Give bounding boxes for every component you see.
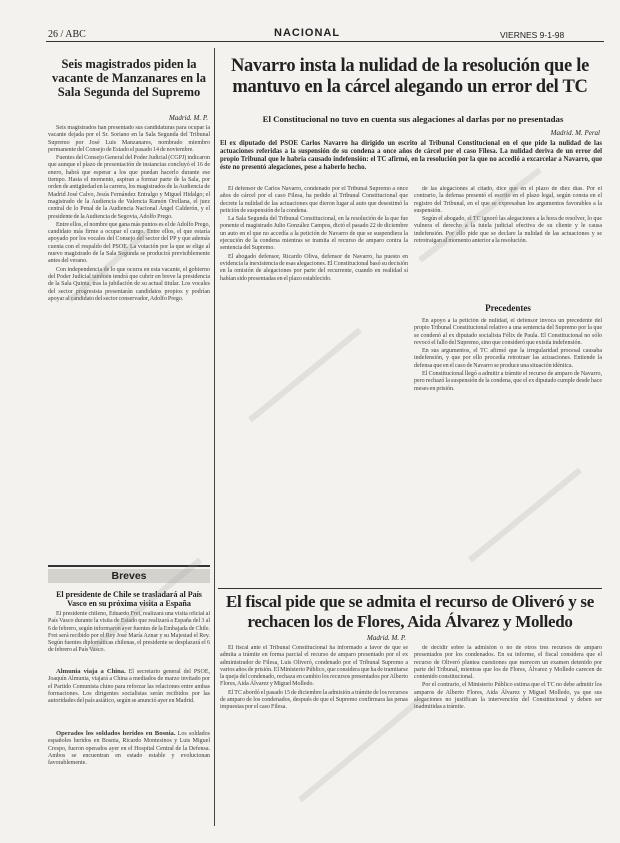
left-headline: Seis magistrados piden la vacante de Manzanares en la Sala Segunda del Supremo (52, 57, 206, 99)
left-byline: Madrid. M. P. (169, 114, 208, 122)
paragraph: El presidente chileno, Eduardo Frei, realizará una visita oficial al País Vasco durante la visita de Estado que realizará a España del 3 al 6 de febrero, según informaron ayer fuentes de la Embajada de Chile. Frei será recibido por el Rey José María Aznar y su Majestad el Rey. Según fuentes diplomáticas chilenas, el presidente se desplazará el 6 de febrero al País Vasco. (48, 611, 210, 654)
paragraph: Por el contrario, el Ministerio Público estima que el TC no debe admitir los amparos de Alberto Flores, Aida Álvarez y Miguel Molledo, ya que sus alegaciones no justifican la intervención del Constitucional y deben ser inadmitidas a trámite. (414, 682, 602, 711)
brief-item (48, 668, 210, 724)
brief-item (48, 730, 210, 820)
left-story-body (48, 125, 210, 565)
top-lead: El ex diputado del PSOE Carlos Navarro ha dirigido un escrito al Tribunal Constitucional en el que pide la nulidad de las actuaciones referidas a la suspensión de su condena a once años de cárcel por el caso Filesa. La nulidad deriva de un error del propio Tribunal que le habría causado indefensión: el TC afirmó, en la resolución por la que no accedió a excarcelar a Navarro, que éste no presentó alegaciones, pese a haberlo hecho. (220, 140, 602, 171)
brief-body (48, 611, 210, 663)
brief-headline: Almunia viaja a China. (56, 668, 126, 675)
top-story-column-2 (414, 186, 602, 294)
top-headline: Navarro insta la nulidad de la resolución que le mantuvo en la cárcel alegando un error del TC (230, 56, 590, 97)
paragraph: En apoyo a la petición de nulidad, el defensor invoca un precedente del propio Tribunal Constitucional relativo a una sentencia del Supremo por la que se condenó al ex diputado socialista Félix de Paula. El Constitucional no sólo revocó el fallo del Supremo, sino que consideró que existía indefensión. (414, 318, 602, 346)
paragraph: El TC abordó el pasado 15 de diciembre la admisión a trámite de los recursos de amparo de los condenados, después de que el Supremo confirmara las penas impuestas por el caso Filesa. (220, 689, 408, 711)
paragraph: de las alegaciones al citado, dice que en el plazo de diez días. Por el contrario, la defensa presentó el escrito en el plazo legal, según consta en el registro del Tribunal, en el que se expresaban los argumentos favorables a la suspensión. (414, 186, 602, 214)
top-subheadline: El Constitucional no tuvo en cuenta sus alegaciones al darlas por no presentadas (262, 114, 564, 124)
bottom-story-column-2 (414, 645, 602, 825)
paragraph: La Sala Segunda del Tribunal Constitucional, en la resolución de la que fue ponente el magistrado Julio González Campos, dictó el pasado 22 de diciembre un auto en el que no accedía a la petición de Navarro de que se suspendiera la ejecución de la condena mientras se tramita el recurso de amparo contra la sentencia del Supremo. (220, 216, 408, 252)
paragraph: En sus argumentos, el TC afirmó que la irregularidad procesal causaba indefensión, y que por ello procedía retrotraer las actuaciones. Entiende la defensa que en el caso de Navarro se produce una situación idéntica. (414, 348, 602, 369)
bottom-headline: El fiscal pide que se admita el recurso de Oliveró y se rechacen los de Flores, Aida Álvarez y Molledo (225, 592, 594, 631)
brief-body: Los soldados españoles heridos en Bosnia, Ricardo Montesinos y Luis Miguel Crespo, fueron operados ayer en el Hospital Central de la Defensa. Ambos se encuentran en estado estable y evolucionan favorablemente. (48, 731, 210, 767)
paragraph: El abogado defensor, Ricardo Oliva, defensor de Navarro, ha puesto en evidencia la inexistencia de esas alegaciones. El Constitucional basó su decisión en la omisión de alegaciones por parte del recurrente, cuando en realidad sí habían sido presentadas en el plazo establecido. (220, 253, 408, 282)
header-rule (46, 41, 604, 42)
bottom-story-column-1 (220, 645, 408, 825)
subhead-precedentes: Precedentes (485, 303, 531, 313)
bottom-byline: Madrid. M. P. (367, 634, 406, 642)
breves-top-rule (48, 565, 210, 567)
paragraph: Seis magistrados han presentado sus candidaturas para ocupar la vacante dejada por el Sr. Soriano en la Sala Segunda del Tribunal Supremo por José Luis Manzanares, nombrado miembro permanente del Consejo de Estado el pasado 14 de noviembre. (48, 125, 210, 153)
section-title: NACIONAL (274, 27, 341, 39)
breves-title: Breves (48, 569, 210, 583)
brief-headline: El presidente de Chile se trasladará al País Vasco en su próxima visita a España (56, 590, 202, 608)
page-number: 26 / ABC (48, 29, 86, 40)
page-date: VIERNES 9-1-98 (500, 30, 565, 40)
top-story-column-1 (220, 186, 408, 582)
brief-headline: Operados los soldados heridos en Bosnia. (56, 730, 176, 737)
paragraph: Fuentes del Consejo General del Poder Judicial (CGPJ) indicaron que aunque el plazo de presentación de instancias concluyó el 16 de enero, habrá que esperar a los que puedan hacerlo durante ese tiempo. Hasta el momento, aspiran a formar parte de la Sala, por orden de antigüedad en la carrera, los magistrados de la Audiencia de Madrid José Calvo, Jesús Fernández Entralgo y Miguel Hidalgo; el magistrado de la Audiencia de Valencia Ramón Orellana, el juez central de lo Penal de la Audiencia Nacional Ángel Calderón, y el presidente de la Audiencia de Segovia, Adolfo Prego. (48, 155, 210, 220)
paragraph: Entre ellos, el nombre que gana más puntos es el de Adolfo Prego, candidato más firme a ocupar el cargo. Entre ellos, el que estaría apoyado por los vocales del Consejo del sector del PP y que además cuenta con el respaldo del PSOE. La votación por la que se elige al nuevo magistrado de la Sala Segunda se producirá previsiblemente antes del verano. (48, 221, 210, 265)
column-divider (214, 48, 215, 826)
top-byline: Madrid. M. Peral (550, 129, 600, 137)
paragraph: Según el abogado, el TC ignoró las alegaciones a la hora de resolver, lo que vulnera el derecho a la tutela judicial efectiva de su cliente y le causa indefensión. Por ello pide que se declare la nulidad de las actuaciones y se retrotraigan al momento anterior a la resolución. (414, 216, 602, 245)
paragraph: El Constitucional llegó a admitir a trámite el recurso de amparo de Navarro, pero rechazó la suspensión de la condena, que el ex diputado cumple desde hace meses en prisión. (414, 371, 602, 392)
top-story-column-2b (414, 318, 602, 582)
paragraph: El defensor de Carlos Navarro, condenado por el Tribunal Supremo a once años de cárcel por el caso Filesa, ha pedido al Tribunal Constitucional que decrete la nulidad de las actuaciones que dieron lugar al auto que desestimó la petición de suspensión de la condena. (220, 186, 408, 214)
brief-body: El secretario general del PSOE, Joaquín Almunia, viajará a China a mediados de marzo invitado por el Partido Comunista chino para reforzar las relaciones entre ambas formaciones. Los dirigentes socialistas serán recibidos por las autoridades del país asiático, según se anunció ayer en Madrid. (48, 669, 210, 705)
paragraph: de decidir sobre la admisión o no de otros tres recursos de amparo presentados por los condenados. En su informe, el fiscal considera que el recurso de Oliveró plantea cuestiones que merecen un examen detenido por parte del Tribunal, mientras que los de Flores, Álvarez y Molledo carecen de contenido constitucional. (414, 645, 602, 681)
paragraph: El fiscal ante el Tribunal Constitucional ha informado a favor de que se admita a trámite en forma parcial el recurso de amparo presentado por el ex administrador de Filesa, Luis Oliveró, condenado por el Tribunal Supremo a varios años de prisión. El Ministerio Público, que considera que ha de tramitarse la queja del condenado, rechaza en cambio los recursos presentados por Alberto Flores, Aida Álvarez y Miguel Molledo. (220, 645, 408, 688)
story-divider-rule (218, 588, 602, 589)
paragraph: Con independencia de lo que ocurra en esta vacante, el gobierno del Poder Judicial también tendrá que cubrir en breve la presidencia de la Sala Quinta, tras la jubilación de su actual titular. Los vocales del sector progresista presentarán candidatos propios y podrían apoyar al candidato del sector conservador, Adolfo Prego. (48, 266, 210, 302)
